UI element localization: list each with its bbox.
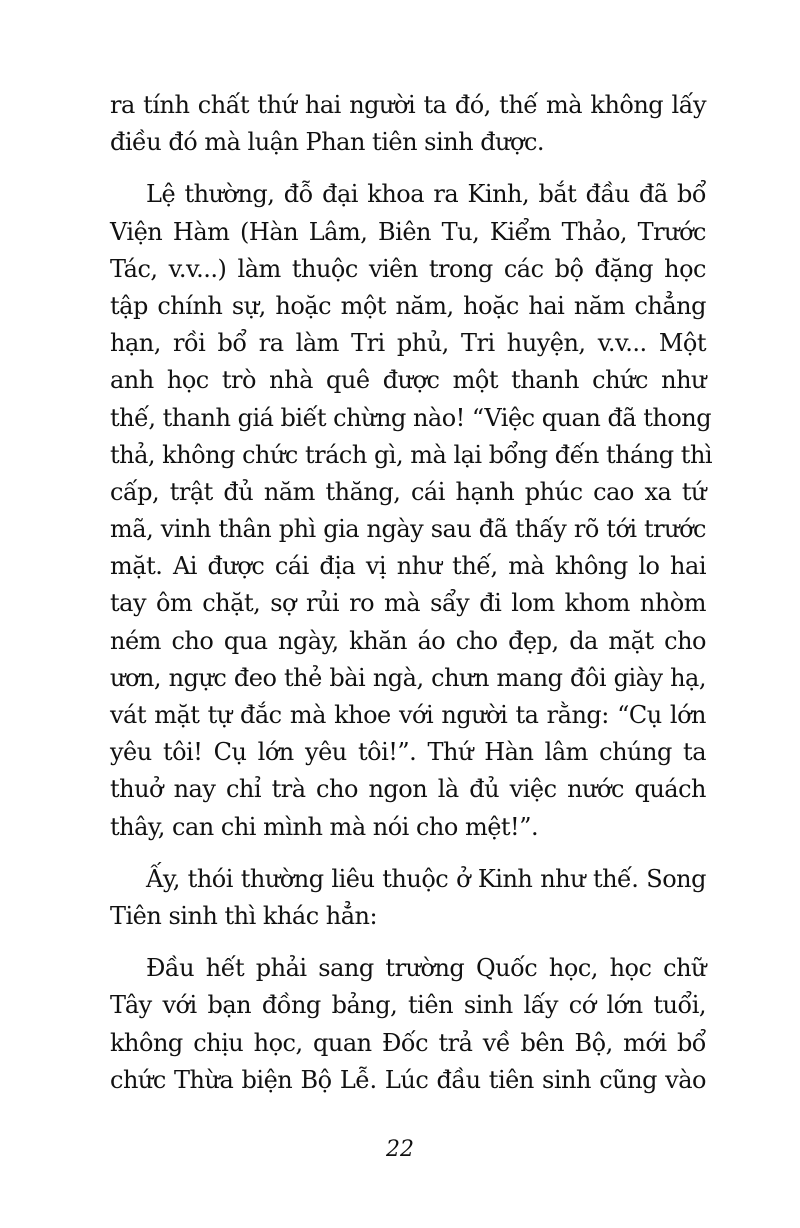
paragraph-4 (110, 950, 706, 1099)
text-line: tay ôm chặt, sợ rủi ro mà sẩy đi lom khom nhòm (110, 589, 706, 618)
text-line: Tây với bạn đồng bảng, tiên sinh lấy cớ lớn tuổi, (110, 991, 706, 1020)
text-line: Đầu hết phải sang trường Quốc học, học chữ (146, 954, 706, 983)
text-line: Ấy, thói thường liêu thuộc ở Kinh như thế. Song (146, 864, 706, 893)
text-line: vát mặt tự đắc mà khoe với người ta rằng: “Cụ lớn (110, 701, 706, 729)
text-line: hạn, rồi bổ ra làm Tri phủ, Tri huyện, v.v... Một (110, 329, 706, 358)
text-line: anh học trò nhà quê được một thanh chức như (110, 366, 706, 395)
text-line: không chịu học, quan Đốc trả về bên Bộ, mới bổ (110, 1028, 706, 1057)
text-line: thây, can chi mình mà nói cho mệt!”. (110, 812, 539, 841)
text-line: mặt. Ai được cái địa vị như thế, mà không lo hai (110, 552, 706, 581)
text-line: Tiên sinh thì khác hẳn: (110, 901, 378, 930)
text-line: yêu tôi! Cụ lớn yêu tôi!”. Thứ Hàn lâm chúng ta (110, 738, 706, 767)
text-line: thả, không chức trách gì, mà lại bổng đến tháng thì (110, 440, 713, 469)
text-line: tập chính sự, hoặc một năm, hoặc hai năm chẳng (110, 291, 706, 320)
text-line: thuở nay chỉ trà cho ngon là đủ việc nước quách (110, 775, 706, 804)
paragraph-2 (110, 176, 713, 845)
text-line: mã, vinh thân phì gia ngày sau đã thấy rõ tới trước (110, 515, 706, 544)
text-line: ươn, ngực đeo thẻ bài ngà, chưn mang đôi giày hạ, (110, 663, 706, 692)
paragraph-1 (110, 87, 706, 161)
page-text (110, 87, 713, 1099)
text-line: chức Thừa biện Bộ Lễ. Lúc đầu tiên sinh cũng vào (110, 1065, 706, 1094)
text-line: cấp, trật đủ năm thăng, cái hạnh phúc cao xa tứ (110, 477, 706, 506)
text-line: thế, thanh giá biết chừng nào! “Việc quan đã thong (110, 403, 712, 432)
text-line: Tác, v.v...) làm thuộc viên trong các bộ đặng học (110, 254, 706, 283)
text-line: điều đó mà luận Phan tiên sinh được. (110, 128, 545, 157)
paragraph-3 (110, 861, 706, 935)
text-line: Lệ thường, đỗ đại khoa ra Kinh, bắt đầu đã bổ (146, 180, 706, 209)
text-line: ném cho qua ngày, khăn áo cho đẹp, da mặt cho (110, 626, 706, 655)
page-number: 22 (386, 1137, 414, 1162)
text-line: Viện Hàm (Hàn Lâm, Biên Tu, Kiểm Thảo, Trước (110, 217, 706, 246)
text-line: ra tính chất thứ hai người ta đó, thế mà không lấy (110, 91, 706, 119)
